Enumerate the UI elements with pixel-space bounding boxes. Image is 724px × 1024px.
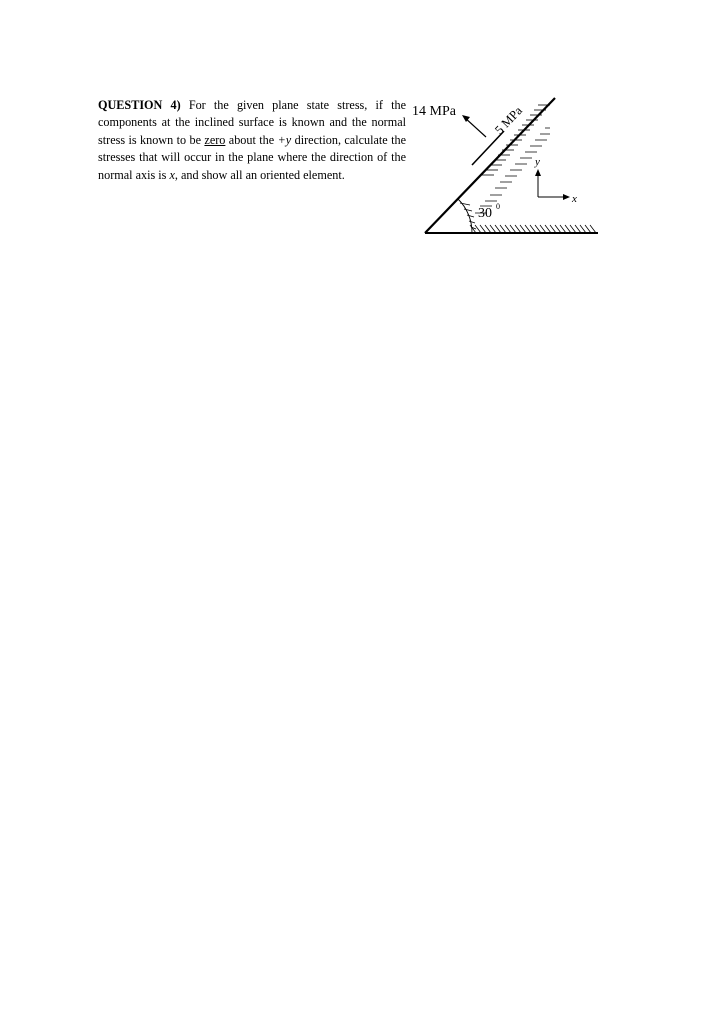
angle-unit: 0 [496,202,500,211]
ground-hatching [470,225,596,233]
underlined-zero: zero [204,132,226,147]
question-text-part-3: direction, calculate the stresses that will occur in the plane where the direction of the normal axis is [98,132,406,182]
figure-svg [410,85,610,245]
angle-label: 30 [478,206,492,221]
question-text-part-4: , and show all an oriented element. [174,167,345,182]
y-axis-arrow-icon [535,169,541,176]
question-text-part-2: about the [225,132,278,147]
question-label: QUESTION 4) [98,98,181,112]
normal-axis-symbol: x [169,167,175,182]
y-axis-label: y [535,156,540,168]
shear-stress-label: 5 MPa [492,103,526,138]
angle-arc-hatching [460,203,476,229]
question-text [98,97,406,184]
x-axis-arrow-icon [563,194,570,200]
normal-stress-label: 14 MPa [412,104,456,119]
question-text-part-1: For the given plane state stress, if the components at the inclined surface is known and the normal stress is known to be [98,98,406,147]
inclined-plane-figure [410,85,610,245]
direction-symbol: +y [277,132,292,147]
x-axis-label: x [572,193,577,205]
